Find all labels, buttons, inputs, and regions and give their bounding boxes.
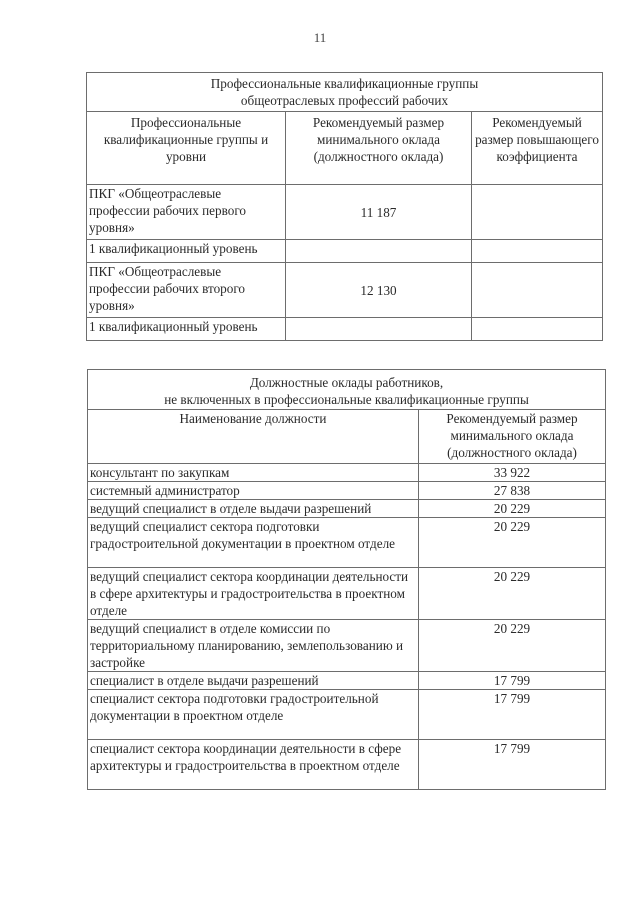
table-row [87, 185, 603, 240]
table-title-row [88, 370, 606, 410]
salary-cell: 17 799 [419, 672, 606, 690]
table-title-line: не включенных в профессиональные квалификационные группы [164, 391, 529, 407]
column-header: Рекомендуемый размер минимального оклада (должностного оклада) [286, 112, 472, 185]
table-row [87, 240, 603, 263]
table-row [88, 620, 606, 672]
salary-cell [286, 240, 472, 263]
salary-cell: 20 229 [419, 568, 606, 620]
position-name-cell: специалист в отделе выдачи разрешений [88, 672, 419, 690]
position-name-cell: специалист сектора подготовки градостроительной документации в проектном отделе [88, 690, 419, 740]
position-name-cell: ведущий специалист сектора подготовки градостроительной документации в проектном отделе [88, 518, 419, 568]
coefficient-cell [472, 263, 603, 318]
salary-cell: 20 229 [419, 500, 606, 518]
group-name-cell: ПКГ «Общеотраслевые профессии рабочих первого уровня» [87, 185, 286, 240]
table-row [88, 690, 606, 740]
position-name-cell: системный администратор [88, 482, 419, 500]
salary-cell: 17 799 [419, 690, 606, 740]
column-header-row [87, 112, 603, 185]
table-row [88, 464, 606, 482]
table-row [88, 740, 606, 790]
position-name-cell: ведущий специалист в отделе комиссии по территориальному планированию, землепользованию и застройке [88, 620, 419, 672]
salary-cell: 20 229 [419, 518, 606, 568]
coefficient-cell [472, 240, 603, 263]
group-name-cell: ПКГ «Общеотраслевые профессии рабочих второго уровня» [87, 263, 286, 318]
table-title [87, 73, 603, 112]
position-name-cell: консультант по закупкам [88, 464, 419, 482]
table-title-line: Профессиональные квалификационные группы [210, 76, 479, 91]
column-header: Профессиональные квалификационные группы и уровни [87, 112, 286, 185]
salary-cell [286, 318, 472, 341]
table-row [87, 263, 603, 318]
table-row [88, 518, 606, 568]
page-number: 11 [313, 30, 327, 45]
table-title-row [87, 73, 603, 112]
table-title-line: Должностные оклады работников, [249, 374, 444, 390]
positions-salary-table [87, 369, 606, 790]
level-name-cell: 1 квалификационный уровень [87, 240, 286, 263]
table-title [88, 370, 606, 410]
column-header: Рекомендуемый размер минимального оклада (должностного оклада) [419, 410, 606, 464]
position-name-cell: ведущий специалист в отделе выдачи разрешений [88, 500, 419, 518]
salary-cell: 20 229 [419, 620, 606, 672]
salary-cell: 17 799 [419, 740, 606, 790]
salary-cell: 12 130 [286, 263, 472, 318]
salary-cell: 33 922 [419, 464, 606, 482]
coefficient-cell [472, 318, 603, 341]
table-row [88, 500, 606, 518]
professional-groups-table [86, 72, 603, 341]
coefficient-cell [472, 185, 603, 240]
table-row [88, 568, 606, 620]
table-row [88, 482, 606, 500]
salary-cell: 11 187 [286, 185, 472, 240]
position-name-cell: специалист сектора координации деятельности в сфере архитектуры и градостроительства в проектном отделе [88, 740, 419, 790]
column-header-row [88, 410, 606, 464]
table-title-line: общеотраслевых профессий рабочих [240, 93, 449, 108]
salary-cell: 27 838 [419, 482, 606, 500]
table-row [87, 318, 603, 341]
column-header: Наименование должности [88, 410, 419, 464]
position-name-cell: ведущий специалист сектора координации деятельности в сфере архитектуры и градостроительства в проектном отделе [88, 568, 419, 620]
table-row [88, 672, 606, 690]
column-header: Рекомендуемый размер повышающего коэффициента [472, 112, 603, 185]
level-name-cell: 1 квалификационный уровень [87, 318, 286, 341]
